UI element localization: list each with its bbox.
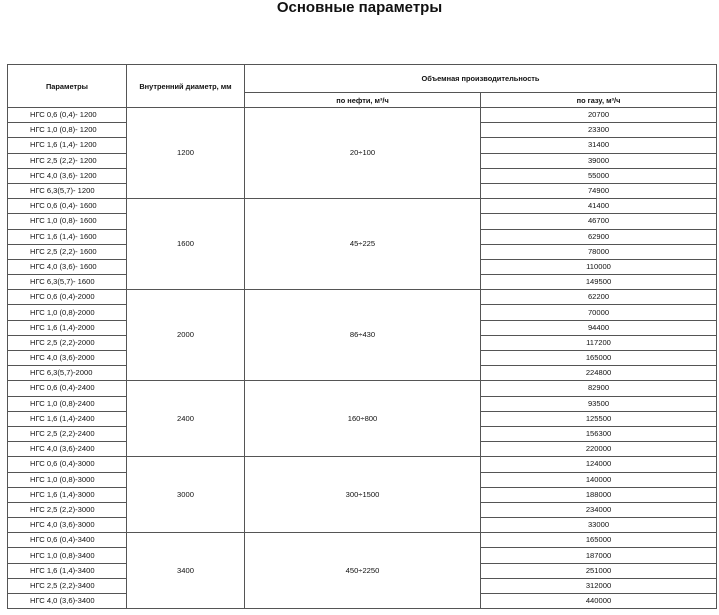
table-row	[8, 199, 717, 214]
cell-model-name: НГС 2,5 (2,2)-2400	[8, 426, 127, 441]
cell-gas-capacity: 110000	[481, 259, 717, 274]
table-row	[8, 533, 717, 548]
cell-model-name: НГС 1,0 (0,8)-2000	[8, 305, 127, 320]
cell-gas-capacity: 117200	[481, 335, 717, 350]
cell-gas-capacity: 33000	[481, 518, 717, 533]
cell-model-name: НГС 0,6 (0,4)- 1200	[8, 108, 127, 123]
cell-model-name: НГС 1,0 (0,8)- 1200	[8, 123, 127, 138]
table-row	[8, 290, 717, 305]
cell-gas-capacity: 124000	[481, 457, 717, 472]
cell-model-name: НГС 4,0 (3,6)-2400	[8, 442, 127, 457]
cell-diameter: 2400	[127, 381, 245, 457]
cell-model-name: НГС 0,6 (0,4)- 1600	[8, 199, 127, 214]
cell-gas-capacity: 41400	[481, 199, 717, 214]
cell-model-name: НГС 1,6 (1,4)- 1200	[8, 138, 127, 153]
cell-gas-capacity: 125500	[481, 411, 717, 426]
cell-model-name: НГС 1,0 (0,8)- 1600	[8, 214, 127, 229]
cell-model-name: НГС 2,5 (2,2)- 1600	[8, 244, 127, 259]
cell-model-name: НГС 4,0 (3,6)-3400	[8, 594, 127, 609]
cell-gas-capacity: 62900	[481, 229, 717, 244]
cell-gas-capacity: 440000	[481, 594, 717, 609]
cell-model-name: НГС 1,6 (1,4)-2000	[8, 320, 127, 335]
cell-oil-capacity: 160÷800	[245, 381, 481, 457]
table-body	[8, 108, 717, 609]
cell-diameter: 1200	[127, 108, 245, 199]
cell-diameter: 2000	[127, 290, 245, 381]
cell-model-name: НГС 4,0 (3,6)- 1600	[8, 259, 127, 274]
cell-model-name: НГС 1,0 (0,8)-2400	[8, 396, 127, 411]
cell-model-name: НГС 4,0 (3,6)- 1200	[8, 168, 127, 183]
cell-model-name: НГС 4,0 (3,6)-2000	[8, 351, 127, 366]
cell-gas-capacity: 140000	[481, 472, 717, 487]
cell-model-name: НГС 0,6 (0,4)-3400	[8, 533, 127, 548]
cell-gas-capacity: 165000	[481, 533, 717, 548]
cell-gas-capacity: 39000	[481, 153, 717, 168]
cell-model-name: НГС 1,6 (1,4)-3400	[8, 563, 127, 578]
cell-model-name: НГС 1,6 (1,4)-2400	[8, 411, 127, 426]
header-gas: по газу, м³/ч	[481, 93, 717, 108]
table-row	[8, 381, 717, 396]
cell-oil-capacity: 20÷100	[245, 108, 481, 199]
cell-model-name: НГС 1,6 (1,4)-3000	[8, 487, 127, 502]
cell-gas-capacity: 234000	[481, 502, 717, 517]
cell-oil-capacity: 45÷225	[245, 199, 481, 290]
cell-model-name: НГС 0,6 (0,4)-3000	[8, 457, 127, 472]
cell-gas-capacity: 187000	[481, 548, 717, 563]
cell-model-name: НГС 0,6 (0,4)-2400	[8, 381, 127, 396]
cell-model-name: НГС 1,0 (0,8)-3000	[8, 472, 127, 487]
cell-model-name: НГС 1,0 (0,8)-3400	[8, 548, 127, 563]
header-capacity: Объемная производительность	[245, 65, 717, 93]
cell-diameter: 3000	[127, 457, 245, 533]
cell-model-name: НГС 2,5 (2,2)-3000	[8, 502, 127, 517]
table-row	[8, 108, 717, 123]
table-row	[8, 457, 717, 472]
cell-model-name: НГС 6,3(5,7)- 1200	[8, 183, 127, 198]
cell-gas-capacity: 224800	[481, 366, 717, 381]
cell-gas-capacity: 93500	[481, 396, 717, 411]
cell-model-name: НГС 2,5 (2,2)-2000	[8, 335, 127, 350]
cell-gas-capacity: 149500	[481, 275, 717, 290]
cell-model-name: НГС 1,6 (1,4)- 1600	[8, 229, 127, 244]
cell-gas-capacity: 55000	[481, 168, 717, 183]
header-params: Параметры	[8, 65, 127, 108]
cell-gas-capacity: 251000	[481, 563, 717, 578]
header-diameter: Внутренний диаметр, мм	[127, 65, 245, 108]
cell-gas-capacity: 82900	[481, 381, 717, 396]
cell-diameter: 3400	[127, 533, 245, 609]
cell-gas-capacity: 20700	[481, 108, 717, 123]
cell-gas-capacity: 46700	[481, 214, 717, 229]
cell-model-name: НГС 2,5 (2,2)-3400	[8, 578, 127, 593]
cell-gas-capacity: 165000	[481, 351, 717, 366]
cell-model-name: НГС 4,0 (3,6)-3000	[8, 518, 127, 533]
cell-gas-capacity: 70000	[481, 305, 717, 320]
header-oil: по нефти, м³/ч	[245, 93, 481, 108]
cell-gas-capacity: 31400	[481, 138, 717, 153]
cell-oil-capacity: 450÷2250	[245, 533, 481, 609]
cell-gas-capacity: 62200	[481, 290, 717, 305]
cell-gas-capacity: 78000	[481, 244, 717, 259]
cell-gas-capacity: 156300	[481, 426, 717, 441]
cell-gas-capacity: 23300	[481, 123, 717, 138]
cell-model-name: НГС 6,3(5,7)- 1600	[8, 275, 127, 290]
cell-gas-capacity: 220000	[481, 442, 717, 457]
cell-model-name: НГС 2,5 (2,2)- 1200	[8, 153, 127, 168]
cell-oil-capacity: 300÷1500	[245, 457, 481, 533]
cell-gas-capacity: 94400	[481, 320, 717, 335]
cell-oil-capacity: 86÷430	[245, 290, 481, 381]
cell-gas-capacity: 312000	[481, 578, 717, 593]
page-title: Основные параметры	[276, 0, 443, 16]
cell-gas-capacity: 188000	[481, 487, 717, 502]
parameters-table	[7, 64, 717, 609]
cell-model-name: НГС 0,6 (0,4)-2000	[8, 290, 127, 305]
cell-gas-capacity: 74900	[481, 183, 717, 198]
cell-diameter: 1600	[127, 199, 245, 290]
cell-model-name: НГС 6,3(5,7)-2000	[8, 366, 127, 381]
